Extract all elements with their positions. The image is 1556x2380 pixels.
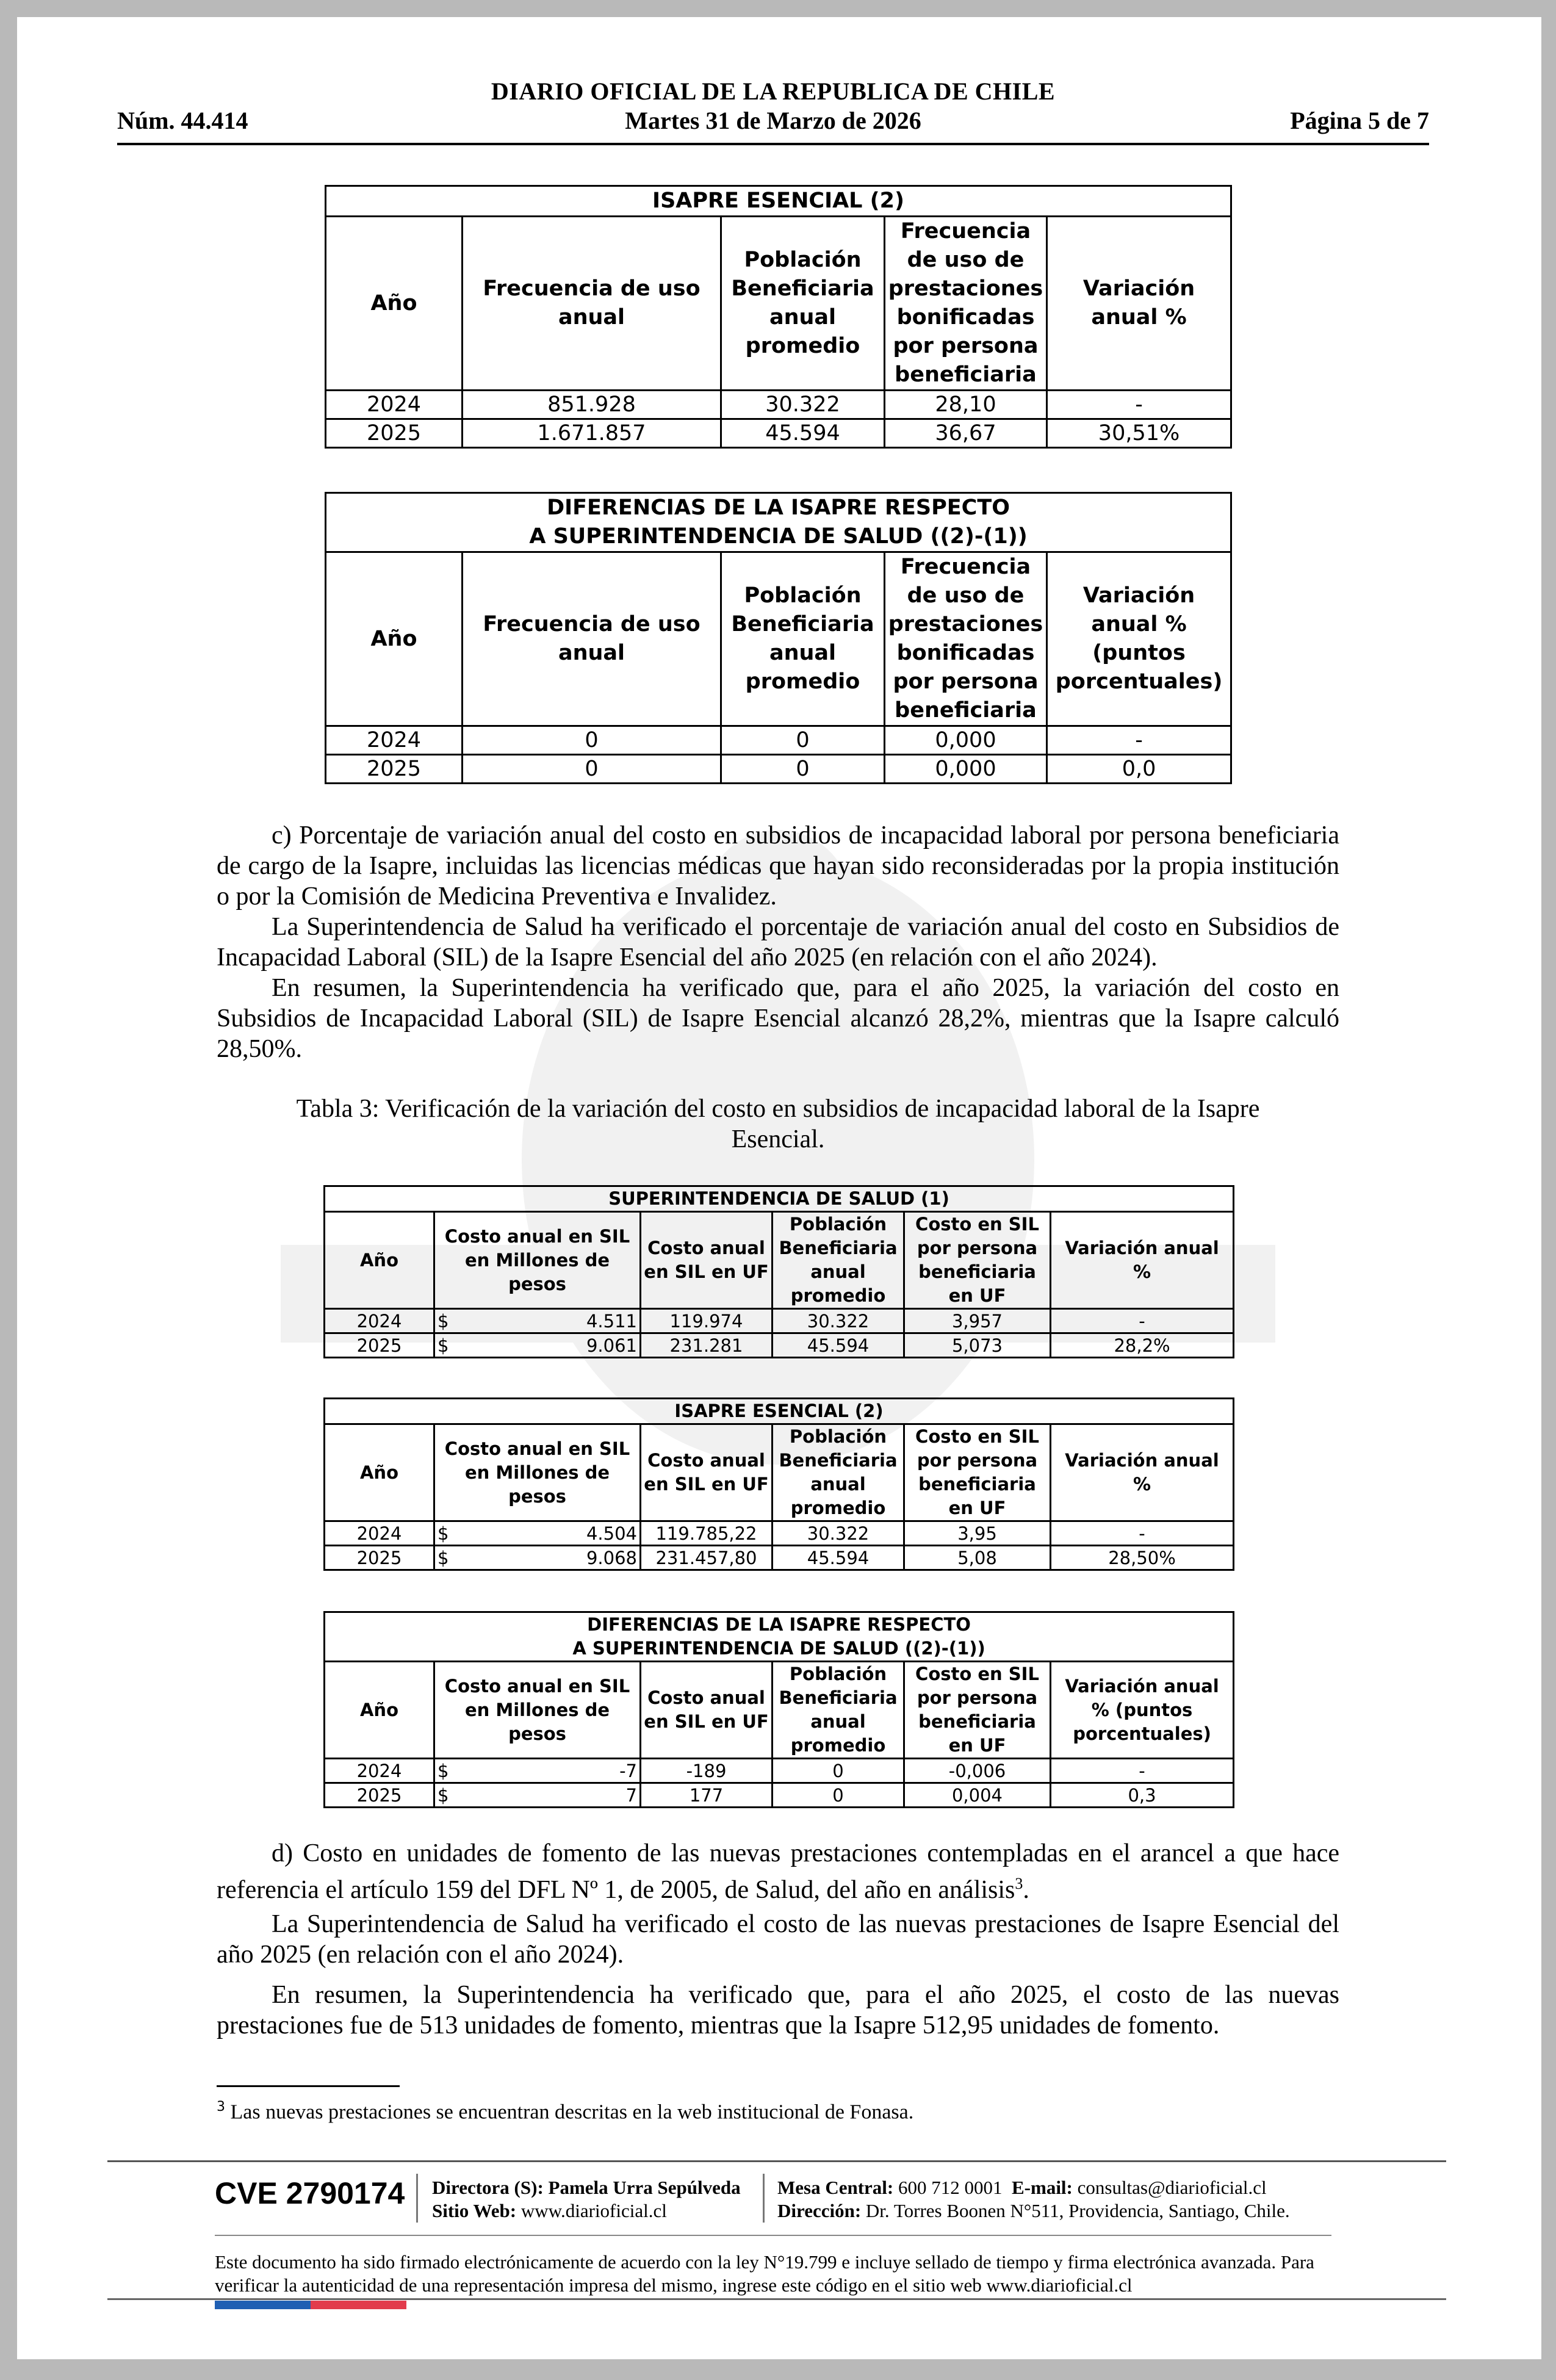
flag-bar-red — [311, 2301, 406, 2309]
table-row — [326, 755, 1231, 784]
table-cell: 2025 — [326, 755, 463, 784]
page-border-right — [1541, 0, 1556, 2380]
section-d-paragraph: En resumen, la Superintendencia ha verificado que, para el año 2025, el costo de las nuevas prestaciones fue de 513 unidades de fomento, mientras que la Isapre 512,95 unidades de fomento. — [217, 1981, 1339, 2039]
page-border-left — [0, 0, 17, 2380]
column-header: Costo anual en SIL en Millones de pesos — [434, 1212, 641, 1309]
footnote-separator — [217, 2085, 400, 2087]
table-cell: 5,073 — [904, 1333, 1051, 1358]
table-cell: 1.671.857 — [463, 419, 721, 448]
column-header: Población Beneficiaria anual promedio — [773, 1212, 904, 1309]
footer-separator — [107, 2298, 1446, 2300]
isapre-sil-table — [323, 1397, 1234, 1571]
column-header: Variación anual % — [1047, 217, 1231, 391]
website-link[interactable]: www.diarioficial.cl — [520, 2200, 667, 2221]
page-border-bottom — [0, 2359, 1556, 2380]
column-header: Población Beneficiaria anual promedio — [721, 217, 885, 391]
table-cell: 0 — [773, 1783, 904, 1808]
section-c-paragraph: c) Porcentaje de variación anual del costo en subsidios de incapacidad laboral por persona beneficiaria de cargo de la Isapre, incluidas las licencias médicas que hayan sido reconsideradas por la propia institución o por la Comisión de Medicina Preventiva e Invalidez. — [217, 821, 1339, 911]
table-cell: 2025 — [326, 419, 463, 448]
table-cell: 28,50% — [1051, 1546, 1234, 1570]
table-cell: 231.281 — [641, 1333, 773, 1358]
table-cell: $ 9.061 — [434, 1333, 641, 1358]
issue-date: Martes 31 de Marzo de 2026 — [625, 107, 921, 134]
column-header: Frecuencia de uso anual — [463, 552, 721, 726]
table-cell: 0,000 — [885, 755, 1047, 784]
section-c-paragraph: En resumen, la Superintendencia ha verificado que, para el año 2025, la variación del costo en Subsidios de Incapacidad Laboral (SIL) de Isapre Esencial alcanzó 28,2%, mientras que la Isapre calculó 28,50%. — [217, 974, 1339, 1063]
table-row — [325, 1521, 1234, 1546]
footer-contact: Mesa Central: 600 712 0001 E-mail: consultas@diarioficial.cl — [777, 2177, 1267, 2198]
email-link[interactable]: consultas@diarioficial.cl — [1077, 2177, 1267, 2198]
table-3-caption: Tabla 3: Verificación de la variación del costo en subsidios de incapacidad laboral de la Isapre Esencial. — [296, 1095, 1260, 1153]
table-cell: 0 — [463, 726, 721, 755]
cve-code: CVE 2790174 — [215, 2176, 405, 2210]
table-cell: 3,95 — [904, 1521, 1051, 1546]
superintendencia-sil-table — [323, 1185, 1234, 1358]
table-title-line: DIFERENCIAS DE LA ISAPRE RESPECTO — [587, 1614, 971, 1635]
differences-frequency-table — [325, 492, 1232, 784]
table-cell: 28,2% — [1051, 1333, 1234, 1358]
table-cell: 0 — [721, 755, 885, 784]
table-cell: 0 — [773, 1759, 904, 1783]
column-header: Población Beneficiaria anual promedio — [721, 552, 885, 726]
table-cell: 0,0 — [1047, 755, 1231, 784]
table-cell: 2024 — [325, 1759, 434, 1783]
table-cell: 28,10 — [885, 391, 1047, 419]
table-cell: 2025 — [325, 1333, 434, 1358]
table-title — [326, 493, 1231, 552]
footnote: $^3$ Las nuevas prestaciones se encuentran descritas en la web institucional de Fonasa. — [217, 2099, 914, 2124]
table-cell: 3,957 — [904, 1309, 1051, 1333]
table-row — [326, 726, 1231, 755]
column-header: Costo anual en SIL en UF — [641, 1424, 773, 1521]
page-border-top — [0, 0, 1556, 17]
page-number: Página 5 de 7 — [1290, 107, 1429, 134]
table-cell: - — [1051, 1759, 1234, 1783]
column-header: Costo anual en SIL en Millones de pesos — [434, 1424, 641, 1521]
table-title: ISAPRE ESENCIAL (2) — [325, 1399, 1234, 1424]
column-header: Costo anual en SIL en Millones de pesos — [434, 1662, 641, 1759]
column-header: Variación anual % (puntos porcentuales) — [1047, 552, 1231, 726]
column-header: Año — [325, 1212, 434, 1309]
table-row — [325, 1783, 1234, 1808]
page-header — [117, 77, 1429, 145]
table-row — [326, 419, 1231, 448]
column-header: Población Beneficiaria anual promedio — [773, 1424, 904, 1521]
table-cell: 0,004 — [904, 1783, 1051, 1808]
differences-sil-table — [323, 1611, 1234, 1808]
table-cell: 5,08 — [904, 1546, 1051, 1570]
table-cell: 2025 — [325, 1546, 434, 1570]
column-header: Variación anual % — [1051, 1212, 1234, 1309]
table-cell: 36,67 — [885, 419, 1047, 448]
table-row — [325, 1759, 1234, 1783]
table-cell: 2025 — [325, 1783, 434, 1808]
footer-divider — [763, 2174, 765, 2223]
table-cell: 0 — [463, 755, 721, 784]
column-header: Año — [325, 1424, 434, 1521]
column-header: Año — [326, 217, 463, 391]
footer-director: Directora (S): Pamela Urra Sepúlveda — [432, 2177, 741, 2198]
table-cell: - — [1051, 1521, 1234, 1546]
section-d-paragraph: La Superintendencia de Salud ha verificado el costo de las nuevas prestaciones de Isapre Esencial del año 2025 (en relación con el año 2024). — [217, 1910, 1339, 1969]
column-header: Costo anual en SIL en UF — [641, 1662, 773, 1759]
table-cell: 231.457,80 — [641, 1546, 773, 1570]
table-cell: 0 — [721, 726, 885, 755]
table-cell: $ 9.068 — [434, 1546, 641, 1570]
table-cell: 45.594 — [721, 419, 885, 448]
table-cell: 2024 — [325, 1521, 434, 1546]
table-cell: 45.594 — [773, 1546, 904, 1570]
footer-separator — [107, 2160, 1446, 2162]
column-header: Frecuencia de uso de prestaciones bonificadas por persona beneficiaria — [885, 552, 1047, 726]
table-title-line: A SUPERINTENDENCIA DE SALUD ((2)-(1)) — [572, 1638, 985, 1659]
column-header: Variación anual % (puntos porcentuales) — [1051, 1662, 1234, 1759]
table-cell: $ -7 — [434, 1759, 641, 1783]
table-cell: 2024 — [325, 1309, 434, 1333]
issue-number: Núm. 44.414 — [117, 107, 248, 134]
table-cell: - — [1047, 391, 1231, 419]
table-title — [325, 1612, 1234, 1662]
table-cell: - — [1051, 1309, 1234, 1333]
footer-website: Sitio Web: www.diarioficial.cl — [432, 2200, 667, 2221]
column-header: Frecuencia de uso anual — [463, 217, 721, 391]
electronic-signature-notice: Este documento ha sido firmado electrónicamente de acuerdo con la ley N°19.799 e incluye sellado de tiempo y firma electrónica avanzada. Para verificar la autenticidad de una representación impresa del mismo, ingrese este código en el sitio web www.diarioficial.cl — [215, 2251, 1314, 2296]
gazette-title: DIARIO OFICIAL DE LA REPUBLICA DE CHILE — [491, 78, 1056, 105]
table-cell: 0,3 — [1051, 1783, 1234, 1808]
table-cell: 177 — [641, 1783, 773, 1808]
table-cell: 45.594 — [773, 1333, 904, 1358]
table-cell: $ 7 — [434, 1783, 641, 1808]
table-cell: $ 4.504 — [434, 1521, 641, 1546]
table-cell: 30.322 — [773, 1521, 904, 1546]
table-cell: 119.785,22 — [641, 1521, 773, 1546]
table-cell: 30,51% — [1047, 419, 1231, 448]
flag-bar-blue — [215, 2301, 311, 2309]
column-header: Costo en SIL por persona beneficiaria en UF — [904, 1424, 1051, 1521]
table-title: SUPERINTENDENCIA DE SALUD (1) — [325, 1186, 1234, 1212]
footer-divider — [416, 2174, 418, 2223]
table-cell: $ 4.511 — [434, 1309, 641, 1333]
isapre-frequency-table — [325, 185, 1232, 449]
column-header: Costo en SIL por persona beneficiaria en UF — [904, 1662, 1051, 1759]
column-header: Año — [326, 552, 463, 726]
column-header: Variación anual % — [1051, 1424, 1234, 1521]
table-row — [326, 391, 1231, 419]
table-title: ISAPRE ESENCIAL (2) — [326, 186, 1231, 217]
table-row — [325, 1333, 1234, 1358]
column-header: Año — [325, 1662, 434, 1759]
table-cell: 2024 — [326, 726, 463, 755]
column-header: Frecuencia de uso de prestaciones bonificadas por persona beneficiaria — [885, 217, 1047, 391]
table-title-line: A SUPERINTENDENCIA DE SALUD ((2)-(1)) — [529, 524, 1028, 549]
table-cell: -0,006 — [904, 1759, 1051, 1783]
column-header: Costo en SIL por persona beneficiaria en UF — [904, 1212, 1051, 1309]
table-row — [325, 1309, 1234, 1333]
table-cell: - — [1047, 726, 1231, 755]
table-cell: 0,000 — [885, 726, 1047, 755]
section-c-paragraph: La Superintendencia de Salud ha verificado el porcentaje de variación anual del costo en Subsidios de Incapacidad Laboral (SIL) de la Isapre Esencial del año 2025 (en relación con el año 2024). — [217, 913, 1339, 972]
table-cell: -189 — [641, 1759, 773, 1783]
table-title-line: DIFERENCIAS DE LA ISAPRE RESPECTO — [547, 496, 1010, 520]
table-cell: 851.928 — [463, 391, 721, 419]
table-cell: 119.974 — [641, 1309, 773, 1333]
table-cell: 2024 — [326, 391, 463, 419]
column-header: Población Beneficiaria anual promedio — [773, 1662, 904, 1759]
table-cell: 30.322 — [721, 391, 885, 419]
table-row — [325, 1546, 1234, 1570]
footer-address: Dirección: Dr. Torres Boonen N°511, Providencia, Santiago, Chile. — [777, 2200, 1290, 2221]
column-header: Costo anual en SIL en UF — [641, 1212, 773, 1309]
section-d-paragraph: d) Costo en unidades de fomento de las nuevas prestaciones contempladas en el arancel a que hace referencia el artículo 159 del DFL Nº 1, de 2005, de Salud, del año en análisis$^3$. — [217, 1839, 1339, 1904]
table-cell: 30.322 — [773, 1309, 904, 1333]
footer-separator — [215, 2235, 1331, 2236]
